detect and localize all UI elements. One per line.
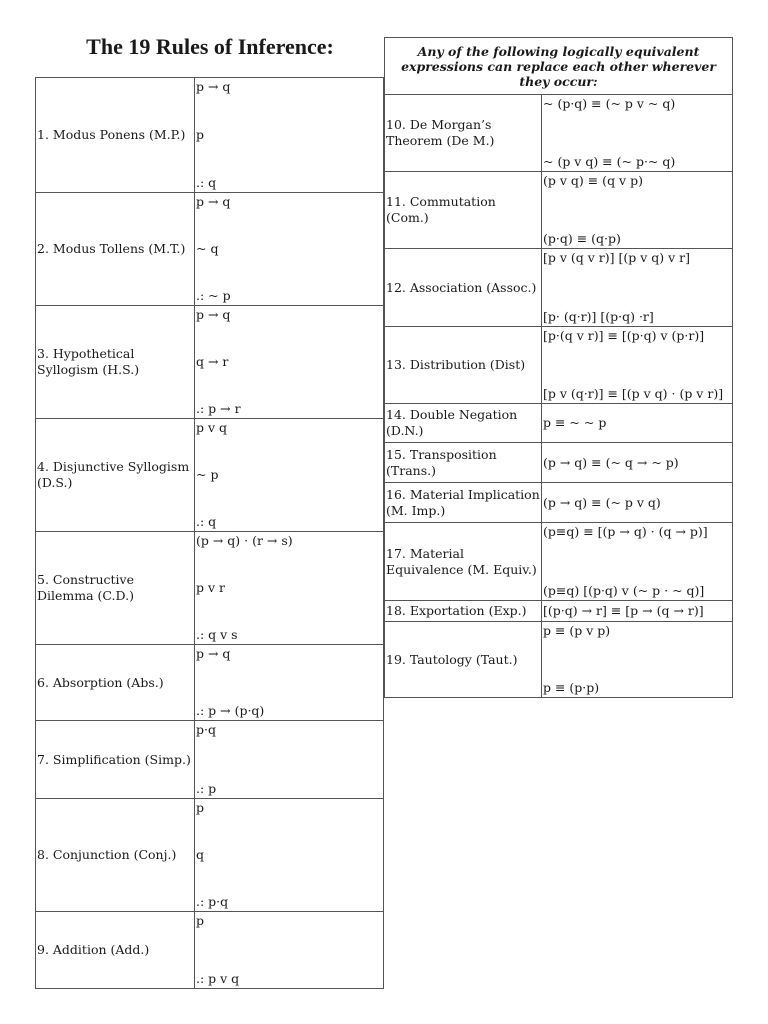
page-title: The 19 Rules of Inference: [86, 34, 334, 59]
rule-name: 5. Constructive Dilemma (C.D.) [36, 532, 195, 645]
rule-form [195, 306, 384, 419]
rule-form [542, 249, 733, 327]
rule-line: (p → q) ≡ (~ p v q) [543, 494, 661, 510]
rule-row [36, 645, 384, 721]
rule-line: [p v (q·r)] ≡ [(p v q) · (p v r)] [543, 386, 724, 401]
rule-form [542, 95, 733, 172]
note-row [385, 38, 733, 95]
rule-line: q → r [196, 354, 229, 369]
rule-line: ~ (p v q) ≡ (~ p·~ q) [543, 154, 676, 169]
rule-form [542, 523, 733, 601]
rule-line: p → q [196, 194, 231, 209]
rule-form [195, 721, 384, 799]
rule-form [542, 327, 733, 404]
rule-line: ~ (p·q) ≡ (~ p v ~ q) [543, 96, 676, 111]
rule-row [385, 249, 733, 327]
rule-row [36, 532, 384, 645]
rule-line: .: ~ p [196, 288, 231, 303]
rule-name: 3. Hypothetical Syllogism (H.S.) [36, 306, 195, 419]
rule-line: .: q [196, 514, 217, 529]
rule-form [195, 645, 384, 721]
rule-line: p ≡ (p·p) [543, 680, 600, 695]
rule-name: 19. Tautology (Taut.) [385, 622, 542, 698]
rule-form [542, 483, 733, 523]
rule-line: p → q [196, 307, 231, 322]
rule-name: 13. Distribution (Dist) [385, 327, 542, 404]
rule-row [385, 327, 733, 404]
rule-row [36, 799, 384, 912]
rule-line: .: p [196, 781, 217, 796]
rule-line: p v q [196, 420, 228, 435]
rule-line: (p≡q) ≡ [(p → q) · (q → p)] [543, 524, 708, 539]
rule-line: .: q v s [196, 627, 238, 642]
rule-line: p·q [196, 722, 216, 737]
rule-name: 2. Modus Tollens (M.T.) [36, 193, 195, 306]
rule-form [195, 912, 384, 989]
rule-line: [p v (q v r)] [(p v q) v r] [543, 250, 690, 265]
rule-line: ~ p [196, 467, 219, 482]
rule-line: .: p → r [196, 401, 241, 416]
rule-line: [p·(q v r)] ≡ [(p·q) v (p·r)] [543, 328, 705, 343]
rule-line: p ≡ ~ ~ p [543, 415, 607, 430]
rule-line: p → q [196, 646, 231, 661]
rule-row [36, 78, 384, 193]
rule-row [36, 193, 384, 306]
rule-row [36, 306, 384, 419]
rule-row [385, 601, 733, 622]
rule-row [385, 523, 733, 601]
rule-name: 17. Material Equivalence (M. Equiv.) [385, 523, 542, 601]
equivalence-note: Any of the following logically equivalent expressions can replace each other wherever they occur: [385, 38, 733, 95]
rule-form [542, 622, 733, 698]
rule-name: 16. Material Implication (M. Imp.) [385, 483, 542, 523]
rule-line: .: p·q [196, 894, 229, 909]
rule-row [36, 721, 384, 799]
rule-form [542, 443, 733, 483]
rule-line: p [196, 127, 205, 142]
rule-name: 4. Disjunctive Syllogism (D.S.) [36, 419, 195, 532]
rule-line: .: q [196, 175, 217, 190]
inference-rules-table [35, 77, 384, 989]
rule-row [385, 172, 733, 249]
rule-line: p [196, 913, 205, 928]
rule-name: 10. De Morgan’s Theorem (De M.) [385, 95, 542, 172]
rule-name: 6. Absorption (Abs.) [36, 645, 195, 721]
rule-name: 15. Transposition (Trans.) [385, 443, 542, 483]
rule-line: (p≡q) [(p·q) v (~ p · ~ q)] [543, 583, 705, 598]
rule-line: p ≡ (p v p) [543, 623, 611, 638]
rule-line: [p· (q·r)] [(p·q) ·r] [543, 309, 654, 324]
rule-line: (p·q) ≡ (q·p) [543, 231, 621, 246]
rule-form [542, 601, 733, 622]
rule-row [385, 95, 733, 172]
rule-row [36, 419, 384, 532]
rule-form [195, 419, 384, 532]
rule-line: p → q [196, 79, 231, 94]
rule-form [195, 799, 384, 912]
rule-name: 12. Association (Assoc.) [385, 249, 542, 327]
rule-row [36, 912, 384, 989]
rule-name: 7. Simplification (Simp.) [36, 721, 195, 799]
rule-name: 1. Modus Ponens (M.P.) [36, 78, 195, 193]
rule-row [385, 404, 733, 443]
rule-line: q [196, 847, 205, 862]
rule-name: 9. Addition (Add.) [36, 912, 195, 989]
rule-form [195, 532, 384, 645]
rule-line: (p v q) ≡ (q v p) [543, 173, 643, 188]
replacement-rules-table [384, 37, 733, 698]
rule-name: 11. Commutation (Com.) [385, 172, 542, 249]
rule-form [195, 78, 384, 193]
rule-form [542, 404, 733, 443]
rule-line: (p → q) · (r → s) [196, 533, 293, 548]
rule-line: [(p·q) → r] ≡ [p → (q → r)] [543, 603, 704, 618]
rule-row [385, 622, 733, 698]
rule-name: 8. Conjunction (Conj.) [36, 799, 195, 912]
rule-form [195, 193, 384, 306]
rule-line: ~ q [196, 241, 219, 256]
rule-line: .: p → (p·q) [196, 703, 265, 718]
rule-row [385, 443, 733, 483]
rule-line: .: p v q [196, 971, 240, 986]
rule-line: p [196, 800, 205, 815]
rule-line: p v r [196, 580, 225, 595]
rule-row [385, 483, 733, 523]
rule-line: (p → q) ≡ (~ q → ~ p) [543, 454, 679, 470]
rule-name: 14. Double Negation (D.N.) [385, 404, 542, 443]
rule-name: 18. Exportation (Exp.) [385, 601, 542, 622]
rule-form [542, 172, 733, 249]
